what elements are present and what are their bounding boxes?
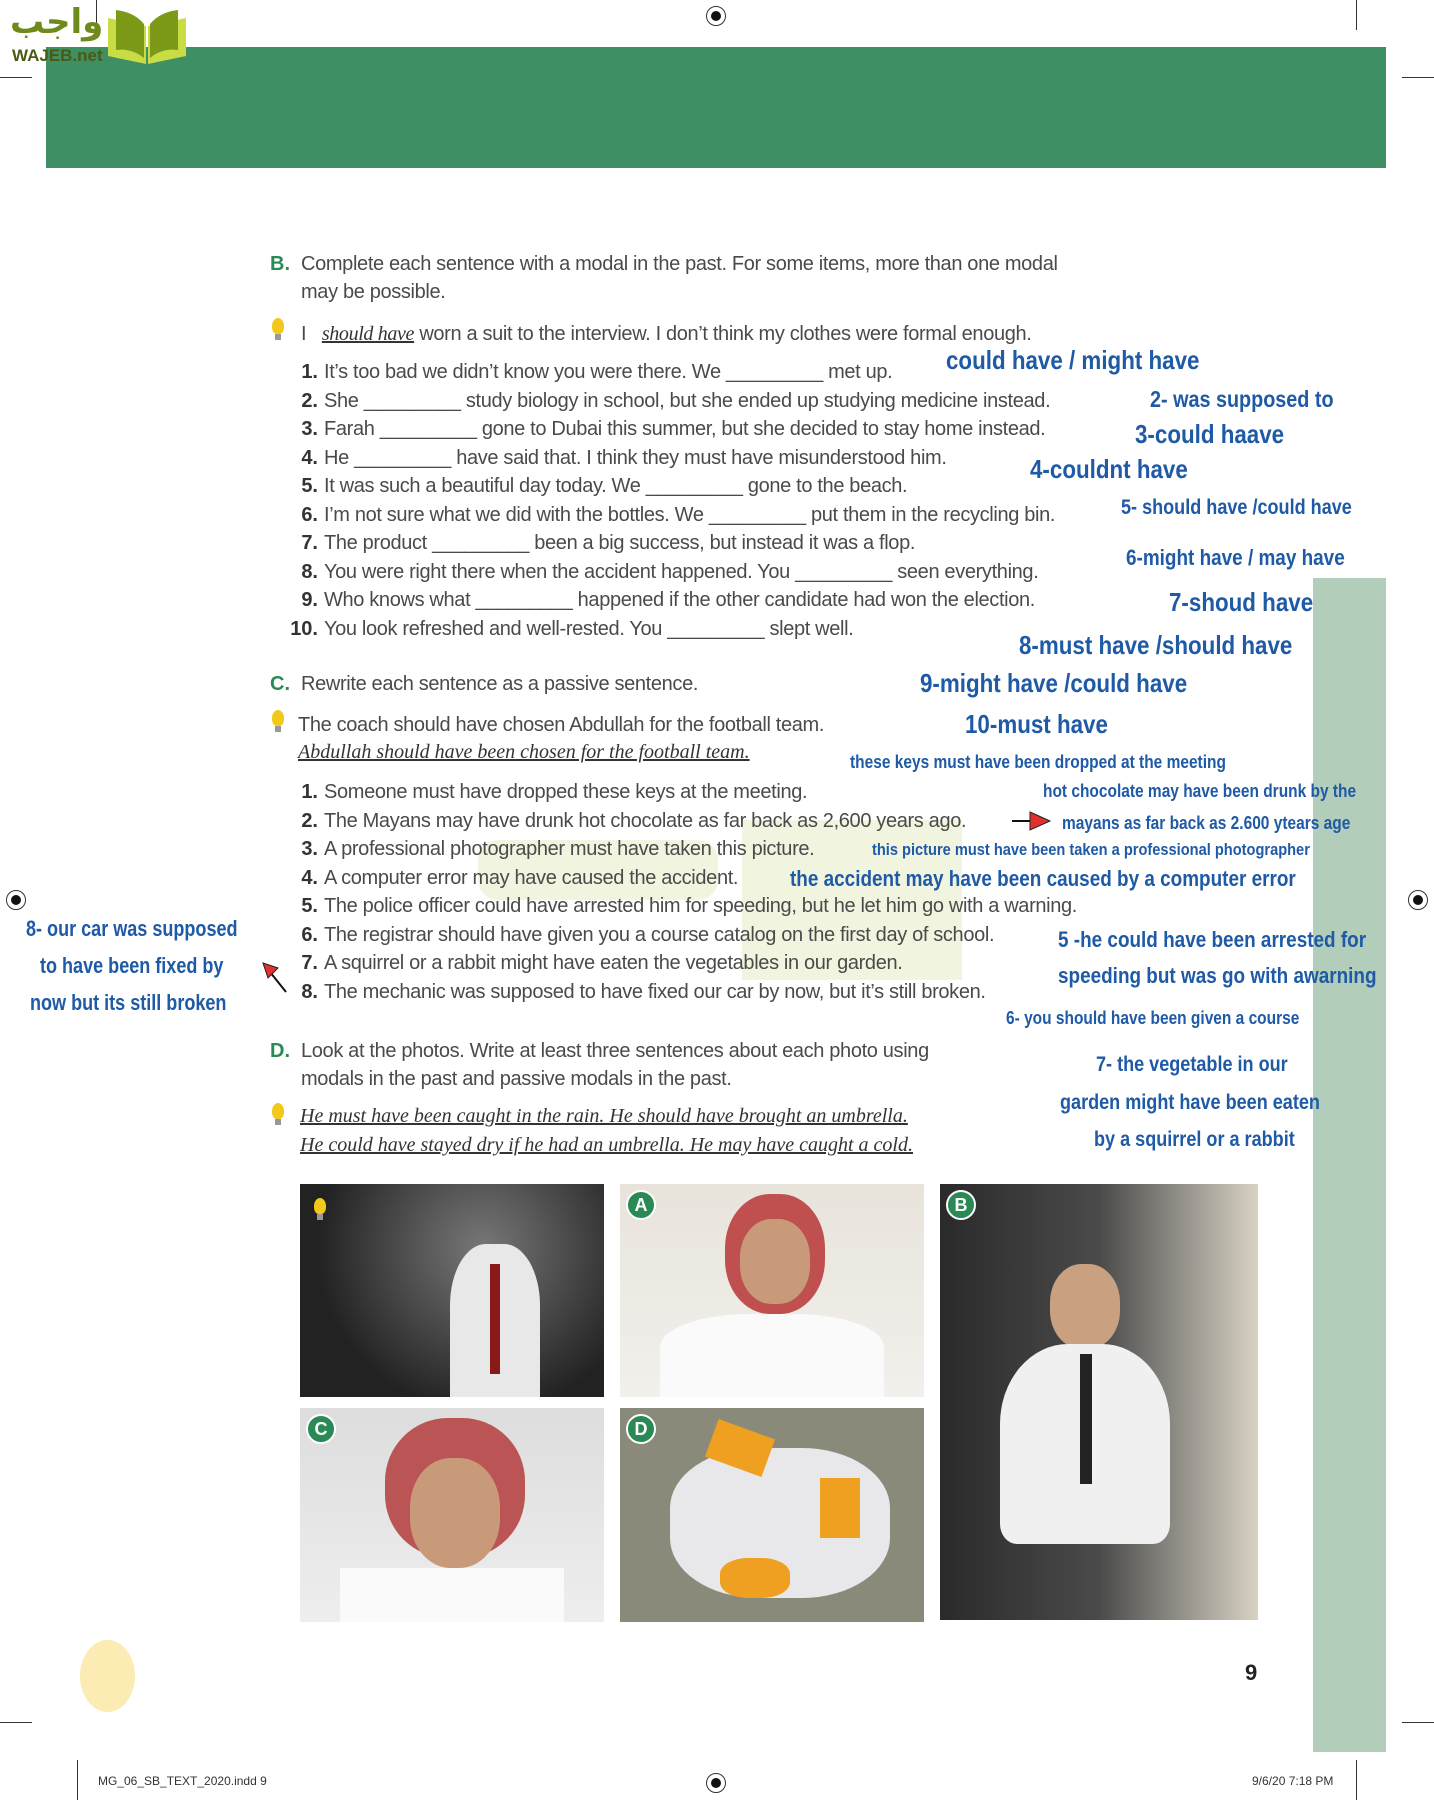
item-number: 3. xyxy=(301,838,318,860)
example-sentence xyxy=(301,322,1032,346)
item-number: 6. xyxy=(301,923,318,946)
answer-c8: to have been fixed by xyxy=(40,953,224,978)
answer-b4: 4-couldnt have xyxy=(1030,454,1188,484)
item-number: 3. xyxy=(301,418,318,440)
item-text: The police officer could have arrested him for speeding, but he let him go with a warning. xyxy=(324,895,1078,917)
item-text: You look refreshed and well-rested. You _________ slept well. xyxy=(324,617,854,640)
lightbulb-icon xyxy=(272,1103,284,1119)
item-number: 1. xyxy=(301,361,318,383)
side-band xyxy=(1313,578,1386,1752)
photo-label-b: B xyxy=(946,1190,976,1220)
item-number: 8. xyxy=(301,980,318,1003)
book-logo-icon xyxy=(106,6,188,64)
item-number: 5. xyxy=(301,895,318,917)
item-number: 8. xyxy=(301,560,318,583)
exercise-item xyxy=(290,924,994,947)
exercise-item xyxy=(290,867,738,890)
exercise-item xyxy=(290,895,1077,918)
photo-label-d: D xyxy=(626,1414,656,1444)
registration-mark-icon xyxy=(1408,890,1428,910)
photo-label-a: A xyxy=(626,1190,656,1220)
photo-c-headache-man xyxy=(300,1408,604,1622)
exercise-item xyxy=(290,810,966,833)
answer-b9: 9-might have /could have xyxy=(920,668,1188,698)
exercise-item xyxy=(290,838,814,861)
answer-c5: 5 -he could have been arrested for xyxy=(1058,927,1367,952)
example-answer: should have xyxy=(321,323,415,345)
exercise-item xyxy=(290,475,907,498)
answer-b7: 7-shoud have xyxy=(1169,587,1314,617)
section-instruction: modals in the past and passive modals in the past. xyxy=(301,1068,732,1090)
exercise-item xyxy=(290,561,1038,584)
item-number: 2. xyxy=(301,809,318,832)
example-prompt: The coach should have chosen Abdullah for the football team. xyxy=(298,714,825,736)
item-number: 7. xyxy=(301,532,318,554)
registration-mark-icon xyxy=(706,1773,726,1793)
publisher-logo-icon xyxy=(80,1640,135,1712)
photo-b-man-stairs xyxy=(940,1184,1258,1620)
answer-b10: 10-must have xyxy=(965,709,1108,739)
crop-mark xyxy=(1402,77,1434,78)
exercise-item xyxy=(290,952,902,975)
item-text: Someone must have dropped these keys at the meeting. xyxy=(324,781,808,803)
crop-mark xyxy=(0,77,32,78)
answer-c7: 7- the vegetable in our xyxy=(1096,1053,1288,1076)
photo-rain-man xyxy=(300,1184,604,1397)
section-instruction: may be possible. xyxy=(301,281,446,303)
exercise-item xyxy=(290,390,1050,413)
photo-d-broken-cup xyxy=(620,1408,924,1622)
crop-mark xyxy=(1402,1722,1434,1723)
registration-mark-icon xyxy=(706,6,726,26)
item-number: 1. xyxy=(301,781,318,803)
item-number: 7. xyxy=(301,952,318,974)
section-letter: D. xyxy=(270,1040,290,1062)
item-number: 4. xyxy=(301,866,318,889)
crop-mark xyxy=(1356,1760,1357,1800)
red-arrow-icon xyxy=(1012,810,1052,832)
crop-mark xyxy=(0,1722,32,1723)
item-text: A computer error may have caused the accident. xyxy=(324,866,739,889)
item-text: Who knows what _________ happened if the other candidate had won the election. xyxy=(324,589,1036,611)
answer-c5: speeding but was go with awarning xyxy=(1058,963,1377,988)
item-number: 4. xyxy=(301,446,318,469)
answer-c7: by a squirrel or a rabbit xyxy=(1094,1128,1295,1151)
answer-b8: 8-must have /should have xyxy=(1019,630,1293,660)
lightbulb-icon xyxy=(272,710,284,726)
item-text: A squirrel or a rabbit might have eaten the vegetables in our garden. xyxy=(324,952,903,974)
example-line: He could have stayed dry if he had an umbrella. He may have caught a cold. xyxy=(300,1134,913,1156)
section-instruction: Look at the photos. Write at least three sentences about each photo using xyxy=(301,1040,929,1062)
item-number: 2. xyxy=(301,389,318,412)
registration-mark-icon xyxy=(6,890,26,910)
exercise-item xyxy=(290,589,1035,612)
answer-b3: 3-could haave xyxy=(1135,419,1285,449)
item-text: Farah _________ gone to Dubai this summer, but she decided to stay home instead. xyxy=(324,418,1046,440)
exercise-item xyxy=(290,618,853,641)
exercise-item xyxy=(290,981,986,1004)
answer-c3: this picture must have been taken a professional photographer xyxy=(872,840,1310,859)
lightbulb-icon xyxy=(314,1198,326,1214)
footer-file: MG_06_SB_TEXT_2020.indd 9 xyxy=(98,1774,267,1788)
item-text: It’s too bad we didn’t know you were there. We _________ met up. xyxy=(324,361,893,383)
item-number: 9. xyxy=(301,589,318,611)
example-prefix: I xyxy=(301,323,307,345)
section-letter: B. xyxy=(270,253,290,275)
page-number: 9 xyxy=(1245,1660,1258,1685)
exercise-item xyxy=(290,447,947,470)
example-rest: worn a suit to the interview. I don’t think my clothes were formal enough. xyxy=(419,323,1032,345)
answer-c8: now but its still broken xyxy=(30,990,227,1015)
answer-c2: mayans as far back as 2.600 ytears age xyxy=(1062,813,1351,833)
item-text: The mechanic was supposed to have fixed our car by now, but it’s still broken. xyxy=(324,980,986,1003)
item-text: The registrar should have given you a course catalog on the first day of school. xyxy=(324,923,995,946)
example-answer: Abdullah should have been chosen for the football team. xyxy=(298,741,750,763)
item-number: 6. xyxy=(301,503,318,526)
answer-b1: could have / might have xyxy=(946,345,1200,375)
lightbulb-icon xyxy=(272,318,284,334)
exercise-item xyxy=(290,418,1045,441)
answer-c1: these keys must have been dropped at the meeting xyxy=(850,752,1226,772)
crop-mark xyxy=(1356,0,1357,30)
photo-a-surprised-man xyxy=(620,1184,924,1397)
item-text: The product _________ been a big success, but instead it was a flop. xyxy=(324,532,916,554)
item-number: 10. xyxy=(290,617,318,640)
answer-c7: garden might have been eaten xyxy=(1060,1091,1320,1114)
item-text: A professional photographer must have taken this picture. xyxy=(324,838,815,860)
answer-b2: 2- was supposed to xyxy=(1150,386,1334,412)
item-text: You were right there when the accident happened. You _________ seen everything. xyxy=(324,560,1039,583)
section-letter: C. xyxy=(270,673,290,695)
answer-b6: 6-might have / may have xyxy=(1126,545,1345,570)
item-text: I’m not sure what we did with the bottles. We _________ put them in the recycling bin. xyxy=(324,503,1056,526)
footer-date: 9/6/20 7:18 PM xyxy=(1252,1774,1334,1788)
item-text: It was such a beautiful day today. We _________ gone to the beach. xyxy=(324,475,908,497)
photo-label-c: C xyxy=(306,1414,336,1444)
crop-mark xyxy=(77,1760,78,1800)
logo-arabic: واجب xyxy=(10,2,104,42)
example-line: He must have been caught in the rain. He should have brought an umbrella. xyxy=(300,1105,908,1127)
exercise-item xyxy=(290,781,807,804)
section-instruction: Complete each sentence with a modal in the past. For some items, more than one modal xyxy=(301,253,1058,275)
header-banner xyxy=(46,47,1386,168)
exercise-item xyxy=(290,361,892,384)
item-text: She _________ study biology in school, but she ended up studying medicine instead. xyxy=(324,389,1051,412)
logo-latin: WAJEB.net xyxy=(12,46,103,65)
answer-c4: the accident may have been caused by a computer error xyxy=(790,866,1296,891)
answer-c8: 8- our car was supposed xyxy=(26,916,238,941)
answer-b5: 5- should have /could have xyxy=(1121,496,1352,519)
answer-c2: hot chocolate may have been drunk by the xyxy=(1043,781,1357,801)
item-text: He _________ have said that. I think they must have misunderstood him. xyxy=(324,446,947,469)
section-instruction: Rewrite each sentence as a passive sentence. xyxy=(301,673,699,695)
item-number: 5. xyxy=(301,475,318,497)
red-arrow-icon xyxy=(262,962,288,994)
exercise-item xyxy=(290,532,915,555)
item-text: The Mayans may have drunk hot chocolate as far back as 2,600 years ago. xyxy=(324,809,967,832)
answer-c6: 6- you should have been given a course xyxy=(1006,1008,1300,1028)
exercise-item xyxy=(290,504,1055,527)
